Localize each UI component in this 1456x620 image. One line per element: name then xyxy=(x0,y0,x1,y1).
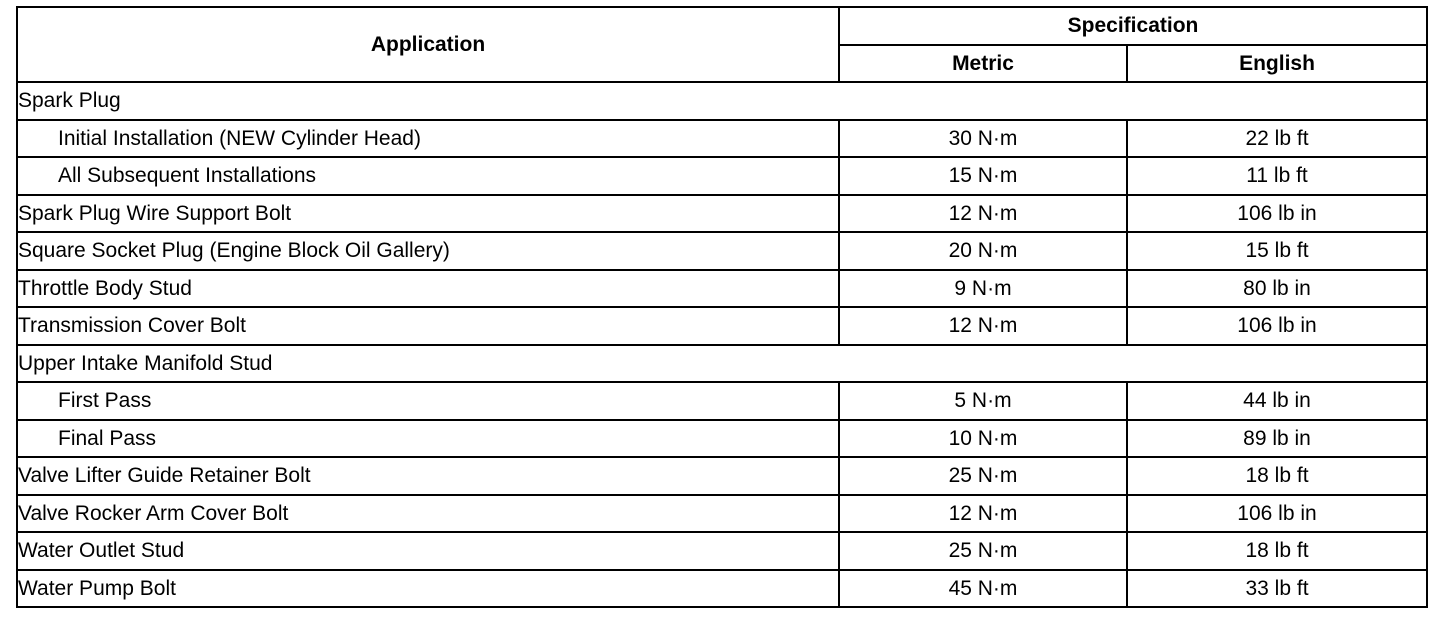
application-cell: Initial Installation (NEW Cylinder Head) xyxy=(17,120,839,158)
metric-cell: 25 N·m xyxy=(839,532,1127,570)
english-cell: 15 lb ft xyxy=(1127,232,1427,270)
table-body xyxy=(17,82,1427,607)
torque-specification-table xyxy=(16,6,1428,608)
application-cell: All Subsequent Installations xyxy=(17,157,839,195)
application-cell: Transmission Cover Bolt xyxy=(17,307,839,345)
metric-cell: 12 N·m xyxy=(839,195,1127,233)
table-row xyxy=(17,457,1427,495)
english-cell: 106 lb in xyxy=(1127,307,1427,345)
application-cell: First Pass xyxy=(17,382,839,420)
metric-cell: 5 N·m xyxy=(839,382,1127,420)
english-cell: 33 lb ft xyxy=(1127,570,1427,608)
group-heading-row xyxy=(17,345,1427,383)
metric-cell: 15 N·m xyxy=(839,157,1127,195)
application-cell: Water Pump Bolt xyxy=(17,570,839,608)
header-row-top xyxy=(17,7,1427,45)
metric-cell: 12 N·m xyxy=(839,307,1127,345)
application-cell: Water Outlet Stud xyxy=(17,532,839,570)
metric-cell: 10 N·m xyxy=(839,420,1127,458)
table-row xyxy=(17,570,1427,608)
application-cell: Throttle Body Stud xyxy=(17,270,839,308)
english-cell: 18 lb ft xyxy=(1127,457,1427,495)
application-cell: Valve Rocker Arm Cover Bolt xyxy=(17,495,839,533)
metric-cell: 45 N·m xyxy=(839,570,1127,608)
table-header xyxy=(17,7,1427,82)
metric-column-header: Metric xyxy=(839,45,1127,83)
english-cell: 11 lb ft xyxy=(1127,157,1427,195)
table-row xyxy=(17,195,1427,233)
table-row xyxy=(17,420,1427,458)
english-cell: 18 lb ft xyxy=(1127,532,1427,570)
english-cell: 89 lb in xyxy=(1127,420,1427,458)
specification-column-header: Specification xyxy=(839,7,1427,45)
application-cell: Valve Lifter Guide Retainer Bolt xyxy=(17,457,839,495)
english-cell: 44 lb in xyxy=(1127,382,1427,420)
table-row xyxy=(17,270,1427,308)
english-cell: 80 lb in xyxy=(1127,270,1427,308)
table-row xyxy=(17,307,1427,345)
table-row xyxy=(17,532,1427,570)
table-row xyxy=(17,382,1427,420)
group-heading-label: Spark Plug xyxy=(17,82,1427,120)
table-row xyxy=(17,157,1427,195)
application-cell: Final Pass xyxy=(17,420,839,458)
english-cell: 106 lb in xyxy=(1127,495,1427,533)
table-row xyxy=(17,495,1427,533)
metric-cell: 25 N·m xyxy=(839,457,1127,495)
english-cell: 106 lb in xyxy=(1127,195,1427,233)
metric-cell: 30 N·m xyxy=(839,120,1127,158)
table-row xyxy=(17,232,1427,270)
metric-cell: 9 N·m xyxy=(839,270,1127,308)
table-row xyxy=(17,120,1427,158)
english-cell: 22 lb ft xyxy=(1127,120,1427,158)
english-column-header: English xyxy=(1127,45,1427,83)
metric-cell: 20 N·m xyxy=(839,232,1127,270)
metric-cell: 12 N·m xyxy=(839,495,1127,533)
group-heading-label: Upper Intake Manifold Stud xyxy=(17,345,1427,383)
application-cell: Spark Plug Wire Support Bolt xyxy=(17,195,839,233)
application-column-header: Application xyxy=(17,7,839,82)
application-cell: Square Socket Plug (Engine Block Oil Gallery) xyxy=(17,232,839,270)
group-heading-row xyxy=(17,82,1427,120)
